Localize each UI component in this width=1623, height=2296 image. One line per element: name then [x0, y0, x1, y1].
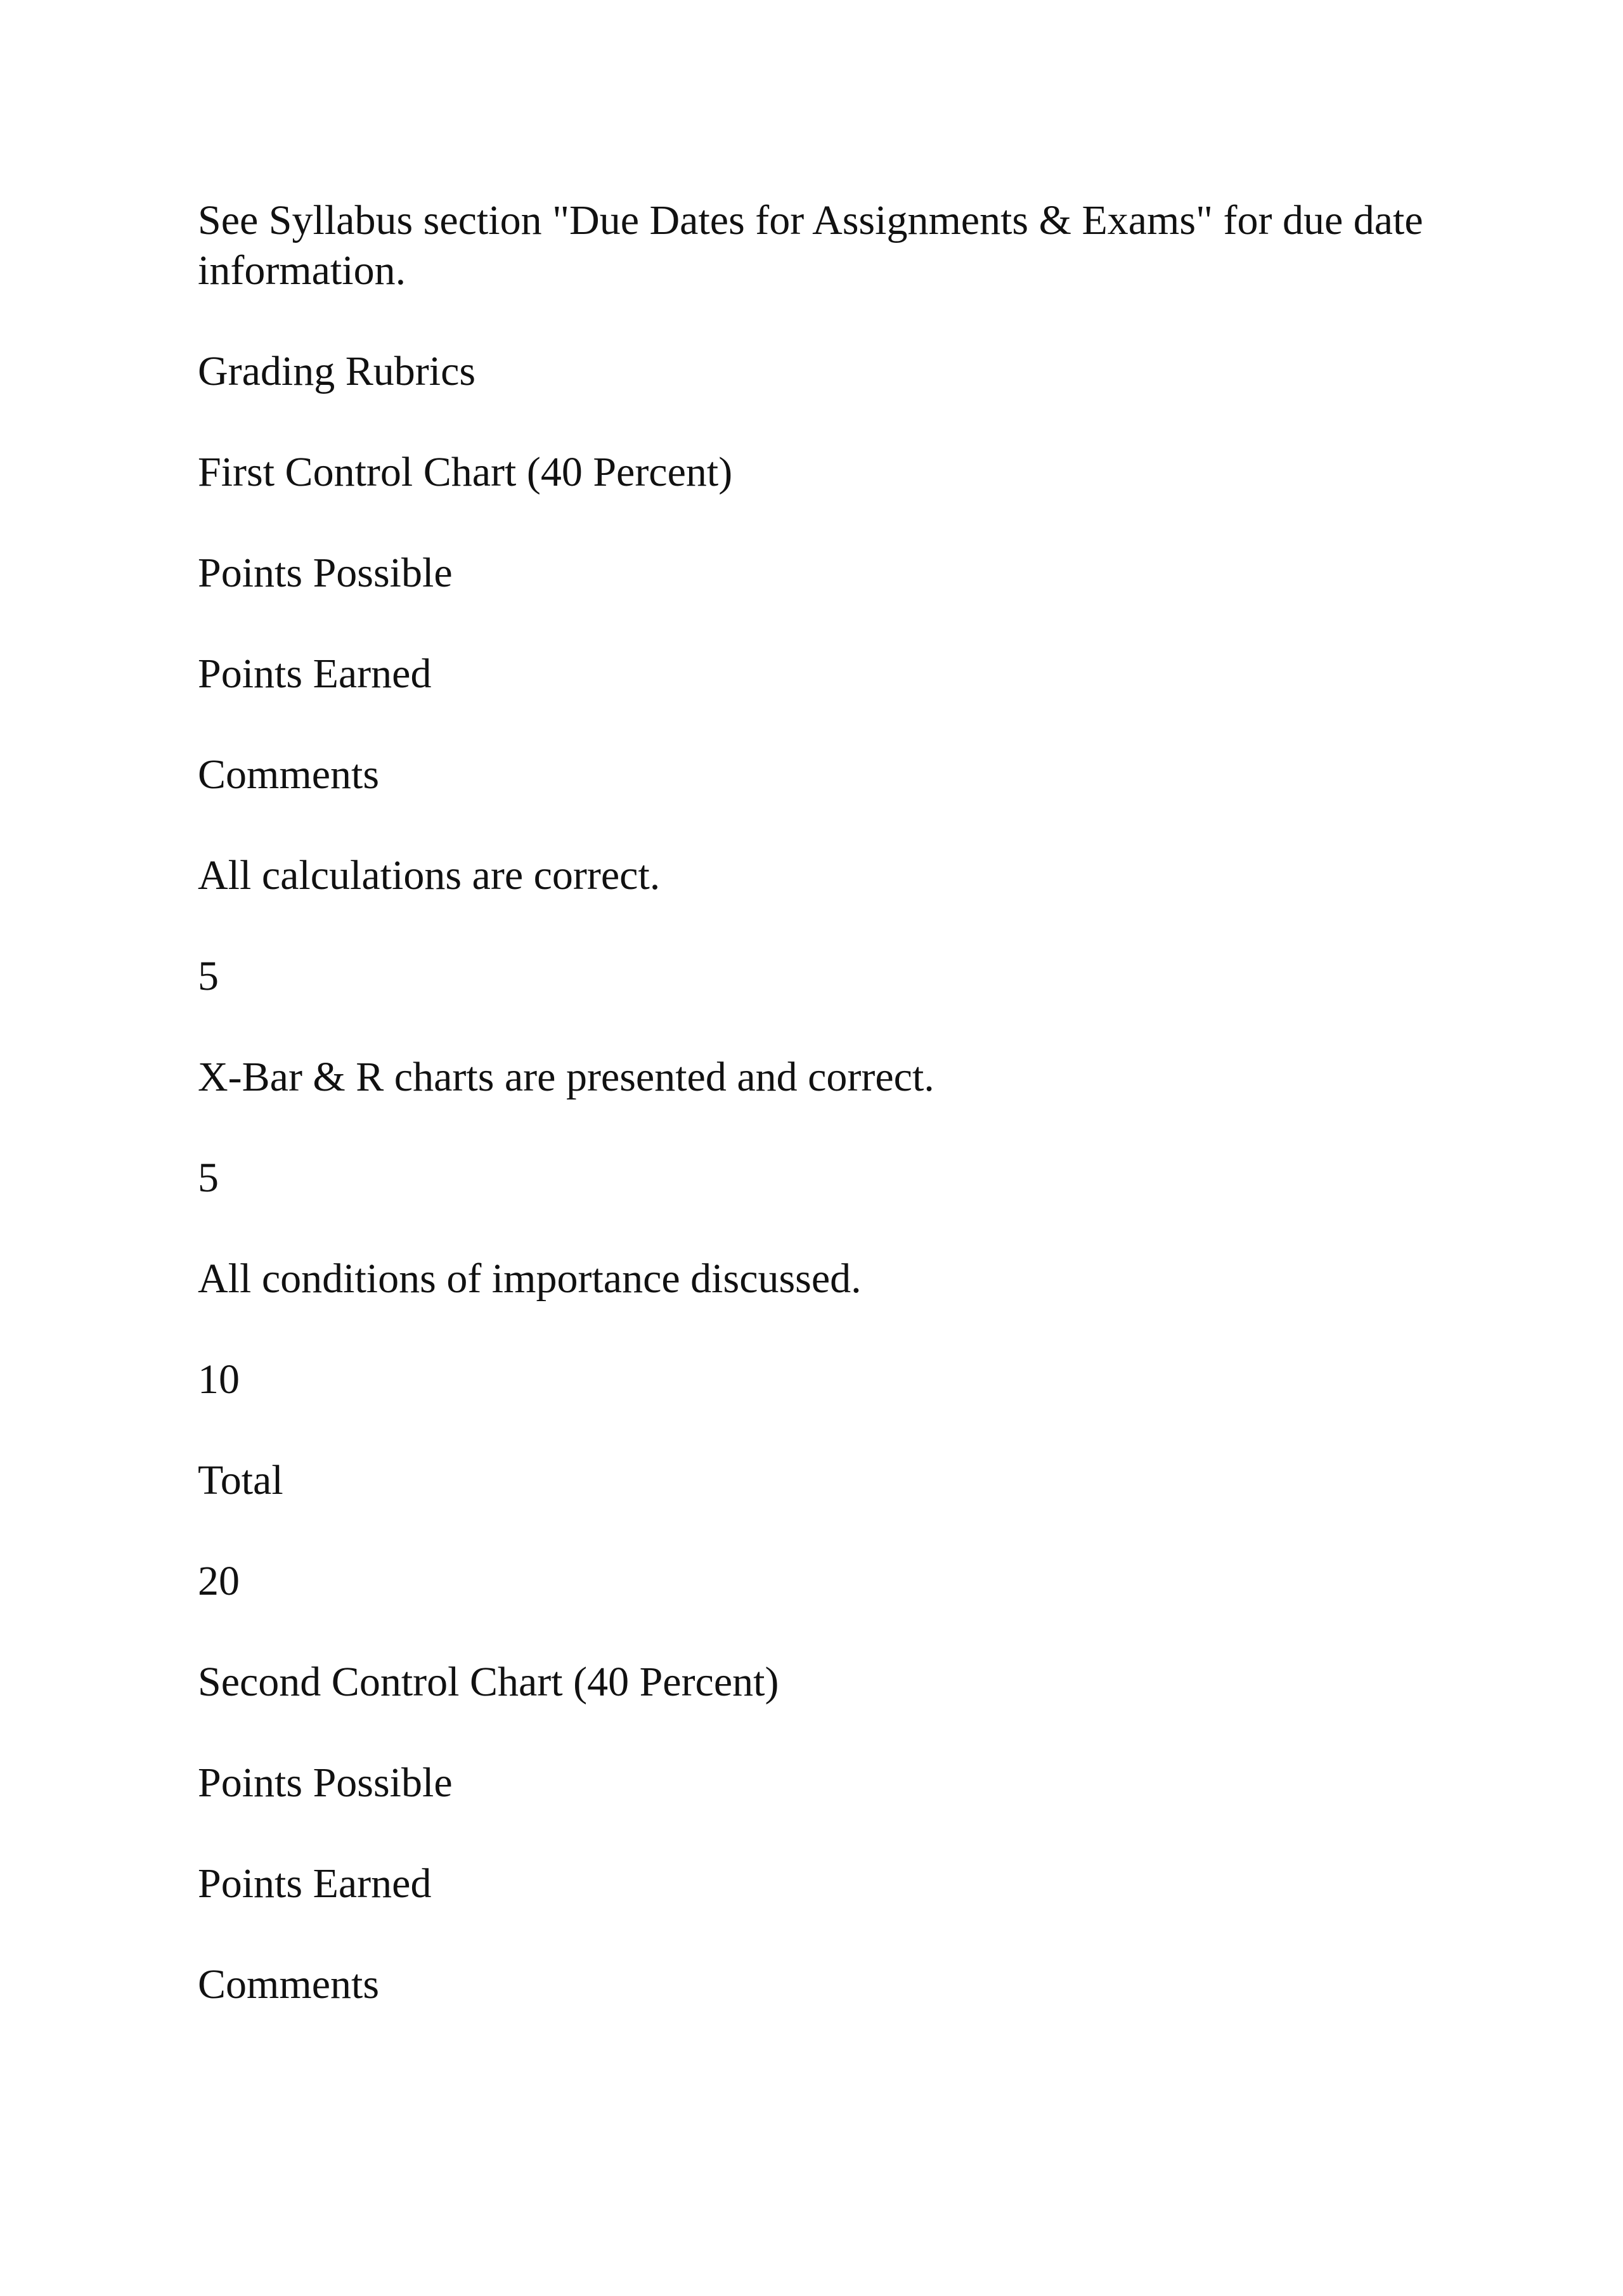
criterion-label: X-Bar & R charts are presented and correct. — [198, 1054, 934, 1100]
criterion-label: All conditions of importance discussed. — [198, 1255, 862, 1302]
criterion-points: 5 — [198, 1155, 219, 1201]
first-col-comments: Comments — [198, 751, 380, 798]
criterion-points: 10 — [198, 1356, 240, 1403]
first-section-title: First Control Chart (40 Percent) — [198, 449, 733, 495]
total-label: Total — [198, 1457, 283, 1503]
criterion-label: All calculations are correct. — [198, 852, 661, 898]
document-body — [198, 195, 1440, 2060]
first-col-points-earned: Points Earned — [198, 651, 432, 697]
second-col-points-possible: Points Possible — [198, 1760, 453, 1806]
total-value: 20 — [198, 1558, 240, 1604]
second-col-comments: Comments — [198, 1961, 380, 2007]
second-section-title: Second Control Chart (40 Percent) — [198, 1659, 779, 1705]
due-date-note: See Syllabus section "Due Dates for Assignments & Exams" for due date information. — [198, 197, 1423, 294]
rubrics-heading: Grading Rubrics — [198, 348, 476, 394]
criterion-points: 5 — [198, 953, 219, 999]
second-col-points-earned: Points Earned — [198, 1860, 432, 1907]
first-col-points-possible: Points Possible — [198, 550, 453, 596]
